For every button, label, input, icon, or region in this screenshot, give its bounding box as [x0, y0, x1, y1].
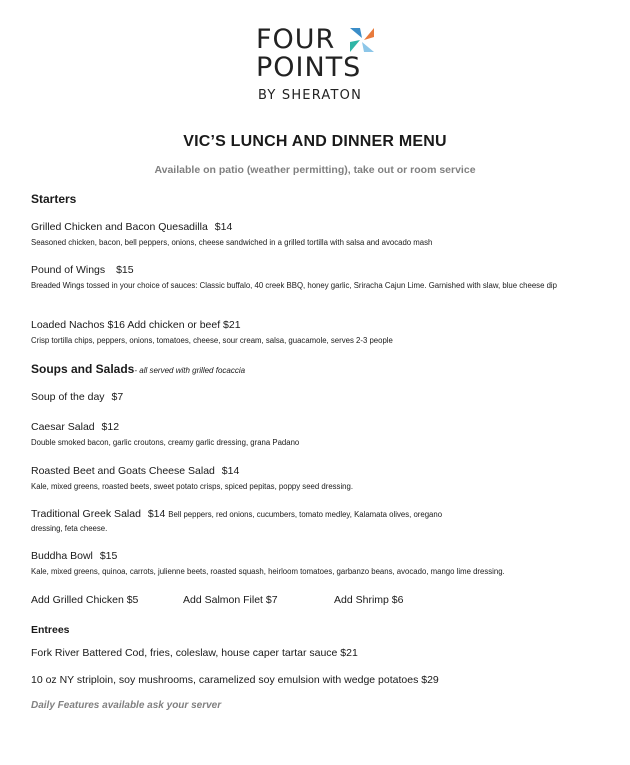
menu-title: VIC’S LUNCH AND DINNER MENU	[183, 133, 447, 150]
addon-shrimp: Add Shrimp $6	[334, 594, 404, 606]
item-name: Buddha Bowl	[31, 550, 93, 562]
section-entrees: Entrees	[31, 624, 70, 636]
item-description: Breaded Wings tossed in your choice of sauces: Classic buffalo, 40 creek BBQ, honey garlic, Sriracha Cajun Lime. Garnished with slaw, blue cheese dip	[31, 281, 557, 290]
item-description: Kale, mixed greens, roasted beets, sweet potato crisps, spiced pepitas, poppy seed dressing.	[31, 482, 354, 491]
item-name: Traditional Greek Salad	[31, 508, 141, 520]
item-description: Crisp tortilla chips, peppers, onions, tomatoes, cheese, sour cream, salsa, guacamole, serves 2-3 people	[31, 336, 393, 345]
item-name: Roasted Beet and Goats Cheese Salad	[31, 465, 215, 477]
item-description: dressing, feta cheese.	[31, 524, 108, 533]
addon-grilled-chicken: Add Grilled Chicken $5	[31, 594, 139, 606]
item-name: Loaded Nachos $16 Add chicken or beef $21	[31, 319, 241, 331]
menu-item	[31, 421, 601, 434]
four-points-logo	[256, 24, 386, 104]
daily-features-note: Daily Features available ask your server	[31, 700, 222, 711]
section-soups-salads	[31, 362, 245, 376]
section-heading: Soups and Salads	[31, 362, 135, 376]
menu-item	[31, 319, 601, 332]
logo-x-mark-icon	[350, 28, 374, 52]
entree-item: Fork River Battered Cod, fries, coleslaw, house caper tartar sauce $21	[31, 647, 358, 659]
item-name: Soup of the day	[31, 391, 105, 403]
section-note: - all served with grilled focaccia	[134, 366, 246, 375]
menu-item	[31, 465, 601, 478]
item-price: $15	[116, 264, 134, 276]
item-price: $14	[221, 465, 240, 477]
menu-subtitle: Available on patio (weather permitting), take out or room service	[154, 164, 476, 176]
item-name: Pound of Wings	[31, 264, 106, 276]
item-price: $15	[99, 550, 118, 562]
item-description: Seasoned chicken, bacon, bell peppers, onions, cheese sandwiched in a grilled tortilla with salsa and avocado mash	[31, 238, 433, 247]
item-price: $14	[147, 508, 166, 520]
addon-salmon-filet: Add Salmon Filet $7	[183, 594, 278, 606]
item-description: Kale, mixed greens, quinoa, carrots, julienne beets, roasted squash, heirloom tomatoes, garbanzo beans, avocado, mango lime dressing.	[31, 567, 505, 576]
item-name: Grilled Chicken and Bacon Quesadilla	[31, 221, 208, 233]
menu-item	[31, 221, 601, 234]
section-starters: Starters	[31, 192, 77, 206]
logo-line-sheraton: BY SHERATON	[258, 88, 363, 103]
item-description: Double smoked bacon, garlic croutons, creamy garlic dressing, grana Padano	[31, 438, 300, 447]
entree-item: 10 oz NY striploin, soy mushrooms, caramelized soy emulsion with wedge potatoes $29	[31, 674, 439, 686]
item-inline-description: Bell peppers, red onions, cucumbers, tomato medley, Kalamata olives, oregano	[168, 510, 443, 519]
logo-line-four: FOUR	[256, 24, 336, 55]
logo-line-points: POINTS	[256, 52, 362, 83]
menu-item	[31, 264, 601, 277]
item-name: Caesar Salad	[31, 421, 95, 433]
item-price: $14	[214, 221, 233, 233]
item-price: $7	[111, 391, 124, 403]
item-price: $12	[101, 421, 120, 433]
menu-item	[31, 508, 601, 521]
menu-item	[31, 550, 601, 563]
menu-item	[31, 391, 601, 404]
